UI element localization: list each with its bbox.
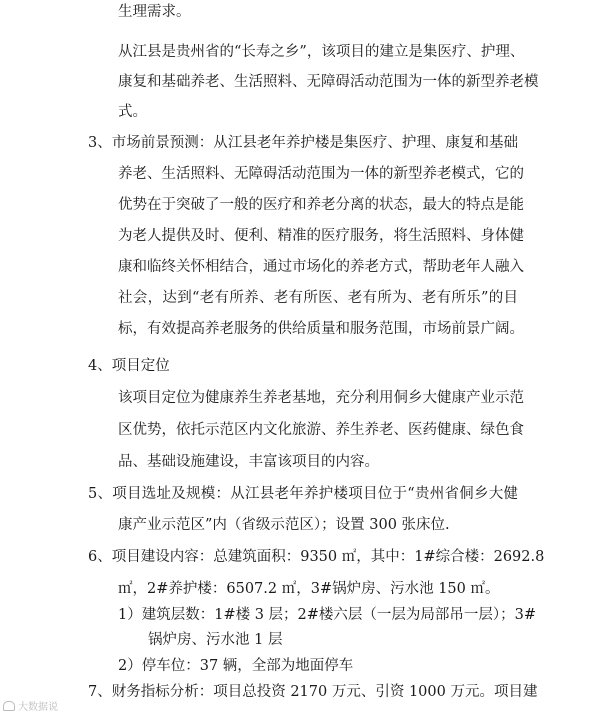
text-line: ㎡，2#养护楼：6507.2 ㎡，3#锅炉房、污水池 150 ㎡。 <box>118 581 500 597</box>
section-heading: 5、项目选址及规模：从江县老年养护楼项目位于“贵州省侗乡大健 <box>88 486 518 502</box>
watermark-logo-icon <box>3 701 15 711</box>
text-line: 优势在于突破了一般的医疗和养老分离的状态，最大的特点是能 <box>118 197 524 213</box>
text-line: 锅炉房、污水池 1 层 <box>148 632 283 648</box>
text-line: 从江县是贵州省的“长寿之乡”，该项目的建立是集医疗、护理、 <box>118 44 525 60</box>
text-line: 康复和基础养老、生活照料、无障碍活动范围为一体的新型养老模 <box>118 74 539 90</box>
text-line: 生理需求。 <box>118 4 191 20</box>
section-heading: 3、市场前景预测：从江县老年养护楼是集医疗、护理、康复和基础 <box>88 135 518 151</box>
text-line: 康产业示范区”内（省级示范区）；设置 300 张床位. <box>118 517 450 533</box>
list-item: 2）停车位：37 辆，全部为地面停车 <box>118 658 354 674</box>
text-line: 该项目定位为健康养生养老基地，充分利用侗乡大健康产业示范 <box>118 390 524 406</box>
list-item: 1）建筑层数：1#楼 3 层；2#楼六层（一层为局部吊一层）；3# <box>118 607 537 623</box>
watermark <box>3 698 58 713</box>
watermark-text: 大数据说 <box>18 702 58 713</box>
text-line: 品、基础设施建设，丰富该项目的内容。 <box>118 454 379 470</box>
text-line: 社会，达到“老有所养、老有所医、老有所为、老有所乐”的目 <box>118 290 518 306</box>
text-line: 养老、生活照料、无障碍活动范围为一体的新型养老模式，它的 <box>118 166 524 182</box>
text-line: 区优势，依托示范区内文化旅游、养生养老、医药健康、绿色食 <box>118 422 524 438</box>
section-heading: 7、财务指标分析：项目总投资 2170 万元、引资 1000 万元。项目建 <box>88 684 538 700</box>
section-heading: 4、项目定位 <box>88 358 170 374</box>
text-line: 式。 <box>118 104 147 120</box>
text-line: 为老人提供及时、便利、精准的医疗服务，将生活照料、身体健 <box>118 228 524 244</box>
text-line: 标，有效提高养老服务的供给质量和服务范围，市场前景广阔。 <box>118 321 524 337</box>
section-heading: 6、项目建设内容：总建筑面积：9350 ㎡，其中：1#综合楼：2692.8 <box>88 549 545 565</box>
text-line: 康和临终关怀相结合，通过市场化的养老方式，帮助老年人融入 <box>118 259 524 275</box>
